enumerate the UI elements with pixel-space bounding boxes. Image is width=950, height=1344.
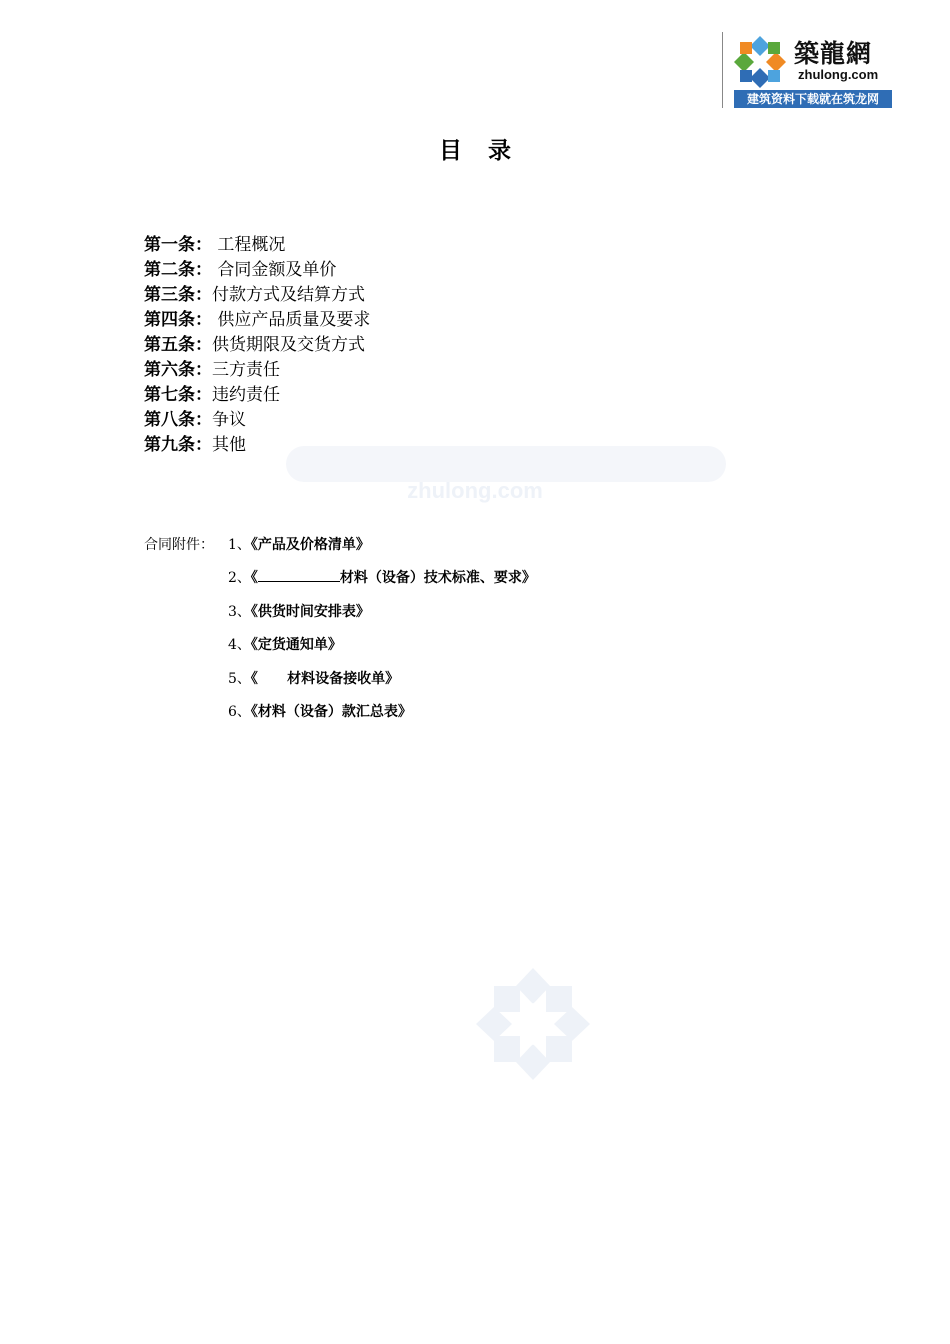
annex-item-text: 材料（设备）技术标准、要求》	[339, 570, 536, 587]
toc-item-number: 第四条：	[144, 310, 212, 330]
toc-item	[144, 333, 370, 358]
watermark-logo-icon	[472, 964, 594, 1084]
zhulong-logo-icon	[732, 34, 788, 90]
toc-item-text: 付款方式及结算方式	[212, 285, 365, 305]
annex-item-text: 《产品及价格清单》	[250, 537, 370, 553]
toc-item-text: 供货期限及交货方式	[212, 335, 365, 355]
toc-item-number: 第七条：	[144, 385, 212, 405]
logo-banner: 建筑资料下载就在筑龙网	[734, 90, 892, 108]
annex-item	[228, 534, 536, 567]
annex-item	[228, 634, 536, 667]
toc-item-text: 三方责任	[212, 360, 280, 380]
toc-item	[144, 433, 370, 458]
logo-name: 築龍網	[794, 39, 873, 68]
toc-item	[144, 233, 370, 258]
toc-item-text: 其他	[212, 435, 246, 455]
toc-item	[144, 283, 370, 308]
annex-item-text: 《 材料设备接收单》	[250, 670, 400, 687]
toc-item-text: 供应产品质量及要求	[212, 310, 371, 330]
toc-item	[144, 383, 370, 408]
fill-in-blank	[258, 567, 340, 582]
toc-item-number: 第二条：	[144, 260, 212, 280]
page-title: 目录	[439, 138, 537, 164]
toc-list	[144, 233, 370, 458]
logo-url: zhulong.com	[798, 67, 879, 82]
annex-item-index: 6、	[228, 703, 251, 720]
annex-label: 合同附件：	[144, 537, 214, 553]
toc-item-number: 第一条：	[144, 235, 212, 255]
annex-item	[228, 567, 536, 600]
annex-list	[228, 534, 536, 734]
toc-item-number: 第九条：	[144, 435, 212, 455]
annex-item	[228, 601, 536, 634]
annex-item-index: 1、	[228, 537, 251, 553]
annex-item-text: 《材料（设备）款汇总表》	[250, 703, 412, 720]
toc-item-text: 合同金额及单价	[212, 260, 337, 280]
annex-item	[228, 701, 536, 734]
annex-item	[228, 668, 536, 701]
zhulong-logo	[722, 32, 892, 108]
annex-item-index: 5、	[228, 670, 251, 687]
watermark-url: zhulong.com	[407, 478, 543, 503]
annex-item-index: 4、	[228, 637, 251, 654]
annex-item-prefix: 《	[250, 570, 258, 587]
logo-divider	[722, 32, 723, 108]
toc-item-number: 第三条：	[144, 285, 212, 305]
toc-item-text: 争议	[212, 410, 246, 430]
toc-item-number: 第六条：	[144, 360, 212, 380]
toc-item-number: 第八条：	[144, 410, 212, 430]
annex-item-text: 《定货通知单》	[250, 637, 342, 654]
toc-item-text: 违约责任	[212, 385, 280, 405]
toc-item	[144, 408, 370, 433]
annex-item-text: 《供货时间安排表》	[250, 603, 370, 620]
annex-item-index: 2、	[228, 570, 251, 587]
toc-item	[144, 308, 370, 333]
toc-item	[144, 358, 370, 383]
annex-item-index: 3、	[228, 603, 251, 620]
toc-item	[144, 258, 370, 283]
toc-item-text: 工程概况	[212, 235, 286, 255]
toc-item-number: 第五条：	[144, 335, 212, 355]
